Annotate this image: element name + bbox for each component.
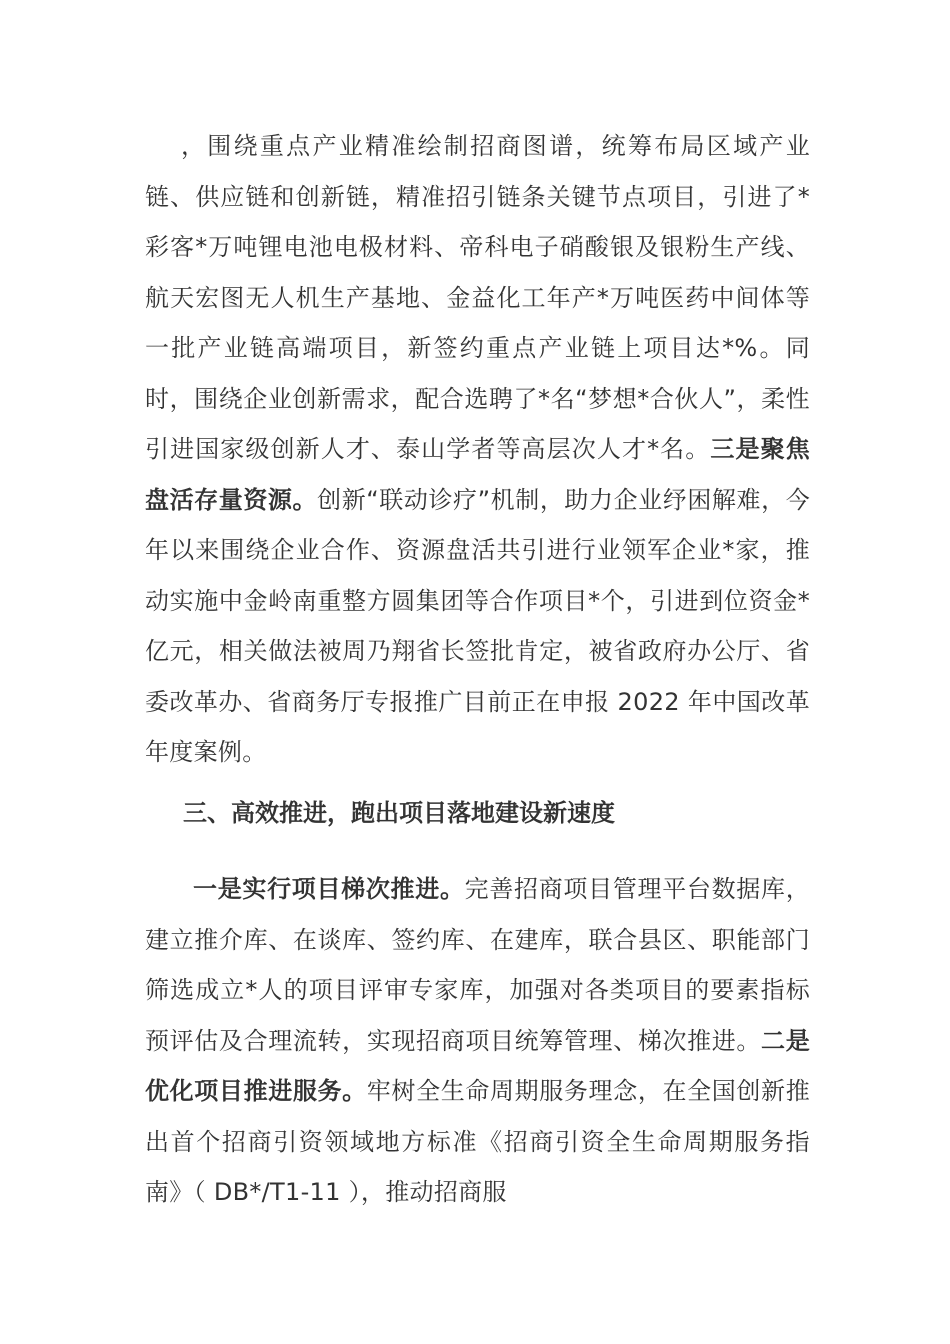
section-heading-3: 三、高效推进，跑出项目落地建设新速度 xyxy=(183,799,615,827)
paragraph-3-text-2: 牢树全生命周期服务理念，在全国创新推出首个招商引资领域地方标准《招商引资全生命周期服务指南》（ DB*/T1-11 ），推动招商服 xyxy=(145,1077,810,1206)
paragraph-1-bold-lead: 三是聚焦盘活存量资源。 xyxy=(145,435,811,514)
paragraph-3-bold-lead-1: 一是实行项目梯次推进。 xyxy=(193,875,465,903)
paragraph-1-text: ，围绕重点产业精准绘制招商图谱，统筹布局区域产业链、供应链和创新链，精准招引链条关键节点项目，引进了*彩客*万吨锂电池电极材料、帝科电子硝酸银及银粉生产线、航天宏图无人机生产基地、金益化工年产*万吨医药中间体等一批产业链高端项目，新签约重点产业链上项目达*%。同时，围绕企业创新需求，配合选聘了*名“梦想*合伙人”，柔性引进国家级创新人才、泰山学者等高层次人才*名。 xyxy=(145,132,810,463)
paragraph-1-text-continued: 创新“联动诊疗”机制，助力企业纾困解难，今年以来围绕企业合作、资源盘活共引进行业领军企业*家，推动实施中金岭南重整方圆集团等合作项目*个，引进到位资金*亿元，相关做法被周乃翔省长签批肯定，被省政府办公厅、省委改革办、省商务厅专报推广目前正在申报 2022 年中国改革年度案例。 xyxy=(145,485,810,766)
paragraph-3-bold-lead-2: 二是优化项目推进服务。 xyxy=(145,1026,810,1105)
body-paragraph-3 xyxy=(145,864,810,1218)
body-paragraph-1 xyxy=(145,121,810,778)
paragraph-3-text-1: 完善招商项目管理平台数据库，建立推介库、在谈库、签约库、在建库，联合县区、职能部门筛选成立*人的项目评审专家库，加强对各类项目的要素指标预评估及合理流转，实现招商项目统筹管理、梯次推进。 xyxy=(145,875,810,1055)
